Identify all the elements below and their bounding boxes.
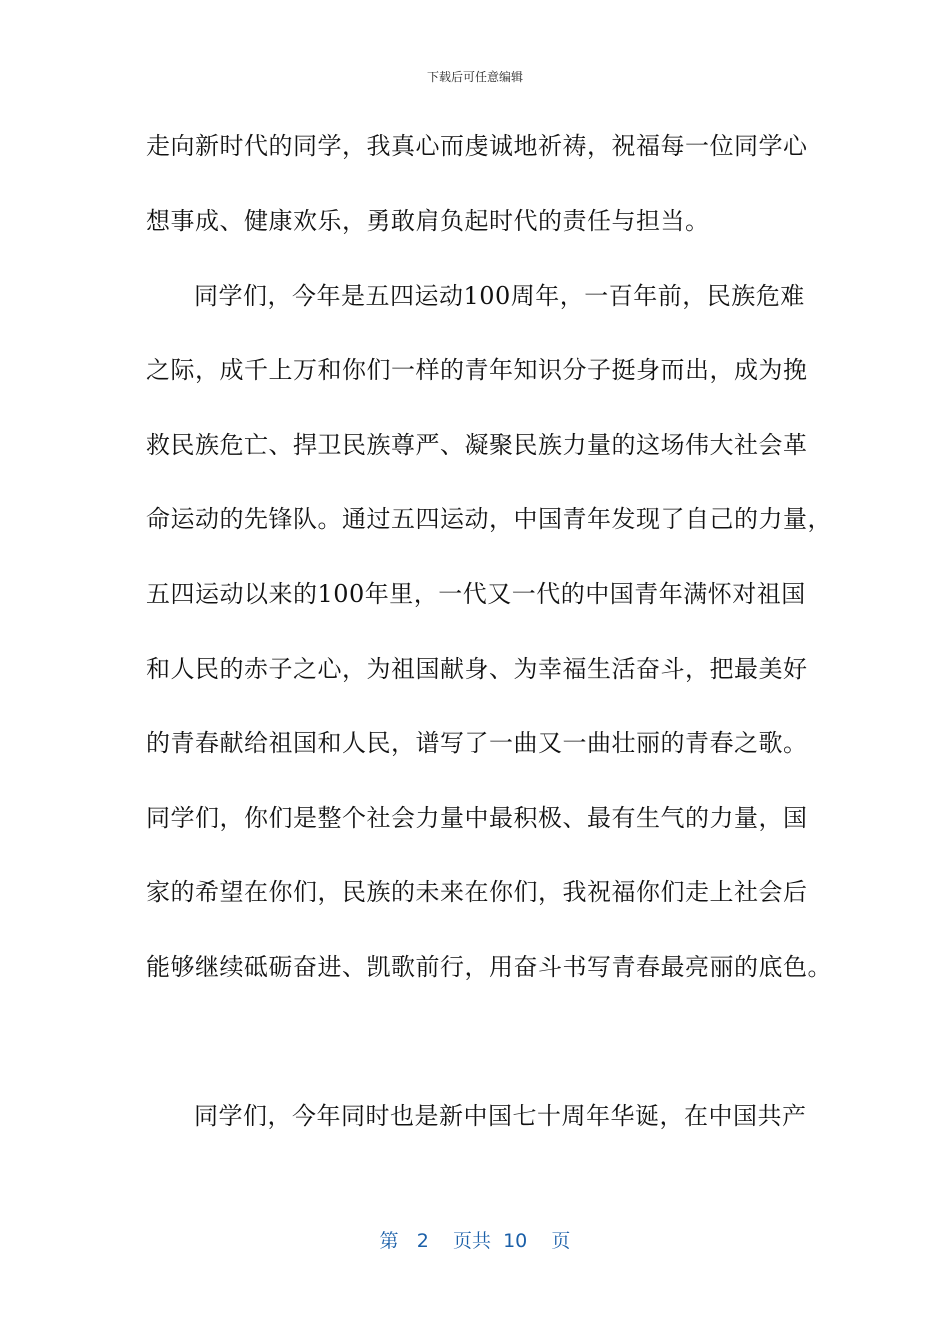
text-line: 救民族危亡、捍卫民族尊严、凝聚民族力量的这场伟大社会革 xyxy=(146,431,808,459)
page-header-note: 下载后可任意编辑 xyxy=(426,70,523,84)
text-line: 之际，成千上万和你们一样的青年知识分子挺身而出，成为挽 xyxy=(146,356,808,384)
current-page-number: 2 xyxy=(416,1230,429,1252)
text-line: 同学们，你们是整个社会力量中最积极、最有生气的力量，国 xyxy=(146,804,808,832)
paragraph-first-line: 同学们，今年同时也是新中国七十周年华诞，在中国共产 xyxy=(194,1102,807,1130)
text-line: 能够继续砥砺奋进、凯歌前行，用奋斗书写青春最亮丽的底色。 xyxy=(146,953,832,981)
text-line: 五四运动以来的100年里，一代又一代的中国青年满怀对祖国 xyxy=(146,580,806,608)
text-line: 和人民的赤子之心，为祖国献身、为幸福生活奋斗，把最美好 xyxy=(146,655,808,683)
text-line: 命运动的先锋队。通过五四运动，中国青年发现了自己的力量， xyxy=(146,505,832,533)
footer-suffix: 页 xyxy=(551,1230,571,1252)
total-pages: 10 xyxy=(503,1230,528,1252)
text-line: 的青春献给祖国和人民，谱写了一曲又一曲壮丽的青春之歌。 xyxy=(146,729,808,757)
text-line: 家的希望在你们，民族的未来在你们，我祝福你们走上社会后 xyxy=(146,878,808,906)
footer-middle: 页共 xyxy=(452,1230,491,1252)
paragraph-first-line: 同学们，今年是五四运动100周年，一百年前，民族危难 xyxy=(194,282,805,310)
text-line: 走向新时代的同学，我真心而虔诚地祈祷，祝福每一位同学心 xyxy=(146,132,808,160)
text-line: 想事成、健康欢乐，勇敢肩负起时代的责任与担当。 xyxy=(146,207,710,235)
footer-prefix: 第 xyxy=(379,1230,399,1252)
page-footer xyxy=(0,1226,950,1253)
